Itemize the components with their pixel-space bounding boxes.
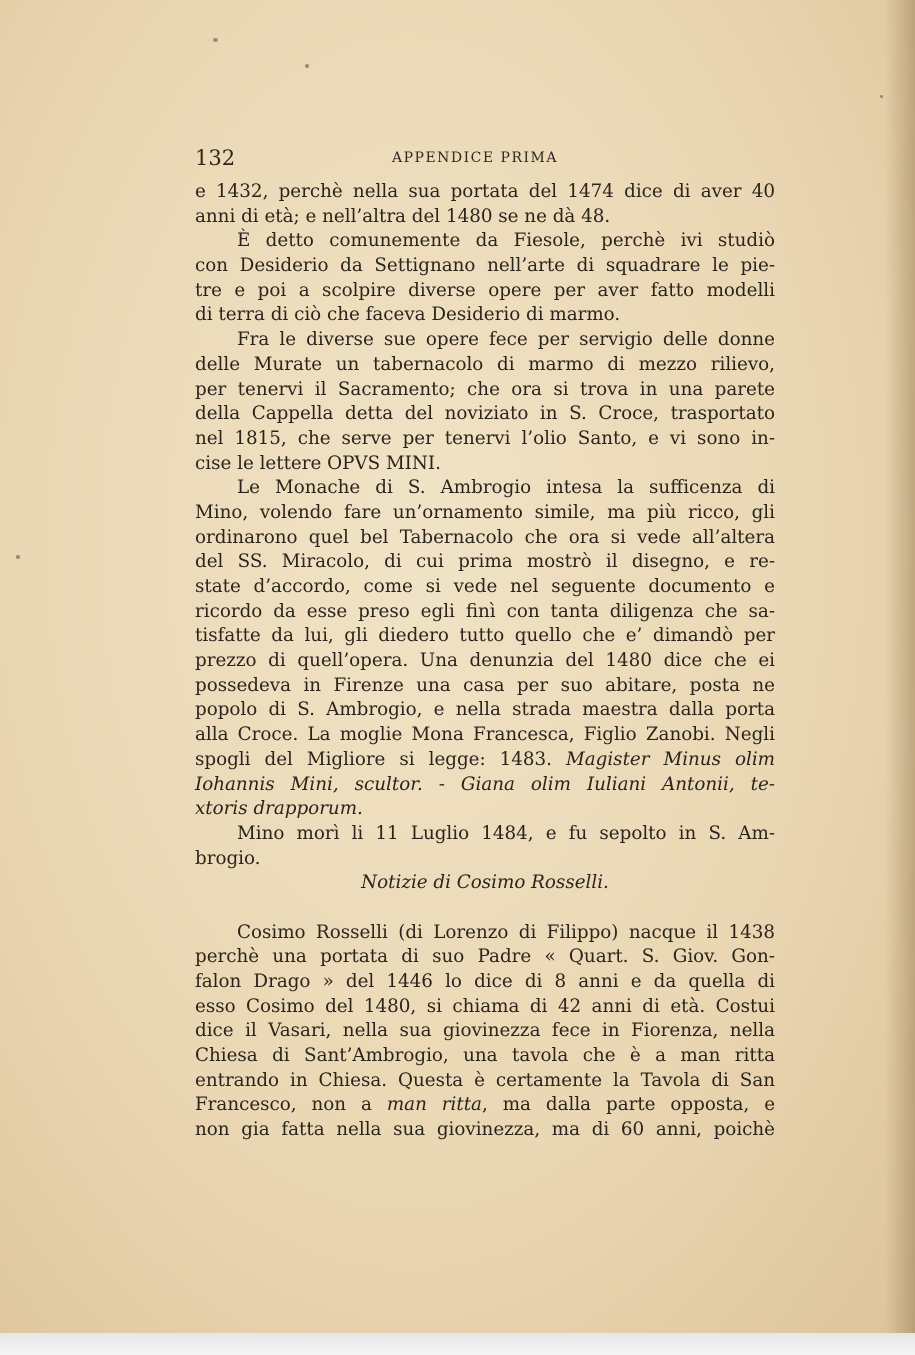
italic-fragment: man ritta xyxy=(386,1094,482,1116)
text-line: per tenervi il Sacramento; che ora si trova in una parete xyxy=(195,378,775,400)
text-line: con Desiderio da Settignano nell’arte di squadrare le pie- xyxy=(195,255,775,277)
text-line: È detto comunemente da Fiesole, perchè ivi studiò xyxy=(237,230,775,252)
italic-fragment: xtoris drapporum. xyxy=(195,798,363,820)
text-line: popolo di S. Ambrogio, e nella strada maestra dalla porta xyxy=(195,699,775,721)
text-line: possedeva in Firenze una casa per suo abitare, posta ne xyxy=(195,674,775,696)
text-line: Cosimo Rosselli (di Lorenzo di Filippo) nacque il 1438 xyxy=(237,921,775,943)
text-line: Le Monache di S. Ambrogio intesa la sufficenza di xyxy=(237,477,775,499)
italic-fragment: Magister Minus olim xyxy=(566,748,775,770)
text-line: tre e poi a scolpire diverse opere per aver fatto modelli xyxy=(195,279,775,301)
running-head: APPENDICE PRIMA xyxy=(392,150,558,166)
text-line: state d’accordo, come si vede nel seguente documento e xyxy=(195,576,775,597)
text-line: di terra di ciò che faceva Desiderio di marmo. xyxy=(195,304,621,326)
text-line: non gia fatta nella sua giovinezza, ma di 60 anni, poichè xyxy=(195,1119,775,1141)
text-line: brogio. xyxy=(195,847,261,869)
text-line: Mino morì li 11 Luglio 1484, e fu sepolto in S. Am- xyxy=(237,822,775,844)
page-header xyxy=(195,146,775,174)
paper-spot xyxy=(16,555,20,559)
text-line: e 1432, perchè nella sua portata del 1474 dice di aver 40 xyxy=(195,181,775,202)
text-line: falon Drago » del 1446 lo dice di 8 anni e da quella di xyxy=(195,971,775,992)
text-line: prezzo di quell’opera. Una denunzia del 1480 dice che ei xyxy=(195,650,775,672)
text-line: esso Cosimo del 1480, si chiama di 42 anni di età. Costui xyxy=(195,995,775,1017)
text-line xyxy=(195,797,775,822)
page-number: 132 xyxy=(195,146,236,170)
text-line: della Cappella detta del noviziato in S. Croce, trasportato xyxy=(195,403,775,425)
text-line: alla Croce. La moglie Mona Francesca, Figlio Zanobi. Negli xyxy=(195,724,775,746)
text-fragment: Francesco, non a xyxy=(195,1094,372,1116)
scan-bottom-margin xyxy=(0,1333,915,1355)
paper-spot xyxy=(880,95,883,98)
page-edge-shadow xyxy=(885,0,915,1355)
text-fragment: , ma dalla parte opposta, e xyxy=(481,1094,776,1116)
text-line: Fra le diverse sue opere fece per servigio delle donne xyxy=(237,329,775,351)
paper-spot xyxy=(213,38,218,42)
text-line xyxy=(195,748,775,773)
text-line: Chiesa di Sant’Ambrogio, una tavola che è a man ritta xyxy=(195,1045,775,1067)
text-line xyxy=(195,773,775,798)
text-line: ricordo da esse preso egli finì con tanta diligenza che sa- xyxy=(195,600,775,622)
body-text xyxy=(195,180,775,1143)
text-line: entrando in Chiesa. Questa è certamente la Tavola di San xyxy=(195,1069,775,1091)
text-line: perchè una portata di suo Padre « Quart. S. Giov. Gon- xyxy=(195,946,775,968)
section-title: Notizie di Cosimo Rosselli. xyxy=(361,872,609,894)
text-line: nel 1815, che serve per tenervi l’olio Santo, e vi sono in- xyxy=(195,427,775,449)
text-line: tisfatte da lui, gli diedero tutto quello che e’ dimandò per xyxy=(195,625,775,647)
text-line xyxy=(195,1093,775,1118)
text-line: ordinarono quel bel Tabernacolo che ora si vede all’altera xyxy=(195,526,775,548)
text-line: cise le lettere OPVS MINI. xyxy=(195,452,441,474)
text-line: anni di età; e nell’altra del 1480 se ne dà 48. xyxy=(195,205,611,227)
text-line: Mino, volendo fare un’ornamento simile, ma più ricco, gli xyxy=(195,501,775,523)
paper-spot xyxy=(305,64,309,68)
text-line: del SS. Miracolo, di cui prima mostrò il disegno, e re- xyxy=(195,551,775,573)
text-fragment: spogli del Migliore si legge: 1483. xyxy=(195,748,552,770)
text-line: dice il Vasari, nella sua giovinezza fece in Fiorenza, nella xyxy=(195,1020,775,1042)
text-line: delle Murate un tabernacolo di marmo di mezzo rilievo, xyxy=(195,353,775,375)
italic-fragment: Iohannis Mini, scultor. - Giana olim Iuliani Antonii, te- xyxy=(195,773,775,795)
spacer xyxy=(195,896,775,921)
